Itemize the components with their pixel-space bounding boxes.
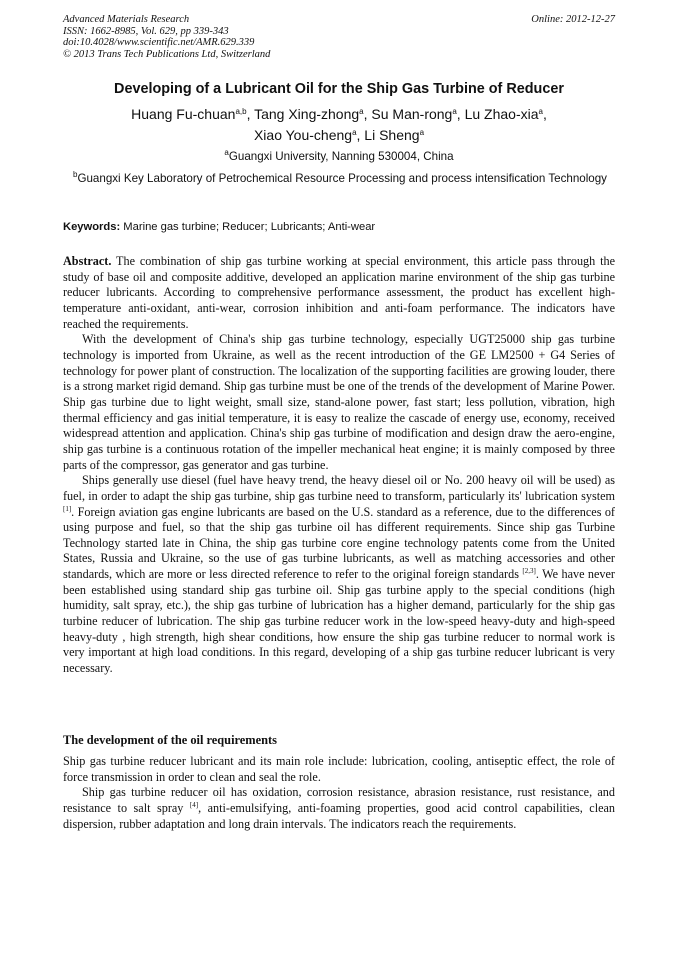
author-name: Huang Fu-chuan	[131, 106, 236, 122]
author-line-2	[40, 125, 638, 146]
citation[interactable]: [2,3]	[522, 567, 536, 576]
author-name: , Su Man-rong	[363, 106, 453, 122]
author-separator: ,	[542, 106, 547, 122]
paragraph-text: . We have never been established using standard ship gas turbine oil. Ship gas turbine apply to the special conditions (high humidity, salt spray, etc.), the ship gas turbine of lubrication has a higher demand, particularly for the ship gas turbine reducer of lubrication. The ship gas turbine reducer work in the low-speed heavy-duty and high-speed heavy-duty , high strength, high shear conditions, how ensure the ship gas turbine reducer to normal work is very important at high load conditions. In this regard, developing of a ship gas turbine reducer lubricant is very necessary.	[63, 567, 615, 676]
affiliation-text: Guangxi Key Laboratory of Petrochemical Resource Processing and process intensification Technology	[77, 172, 607, 185]
affiliation-marker: a	[538, 107, 543, 116]
citation[interactable]: [4]	[189, 800, 199, 809]
abstract-text: The combination of ship gas turbine working at special environment, this article pass through the study of base oil and composite additive, developed an application marine environment of the ship gas turbine reducer lubricants. According to comprehensive performance assessment, the product has excellent high-temperature anti-oxidant, anti-wear, corrosion inhibition and anti-foam performance. The indicators have reached the requirements.	[63, 254, 615, 331]
affiliation-b	[55, 171, 625, 186]
affiliation-marker: a	[452, 107, 457, 116]
affiliation-marker: a	[359, 107, 364, 116]
affiliation-marker: a,b	[235, 107, 247, 116]
affiliation-marker: a	[352, 128, 357, 137]
affiliation-marker: b	[73, 170, 78, 179]
paragraph-text: , anti-emulsifying, anti-foaming properties, good acid control capabilities, clean dispersion, rubber adaptation and long drain intervals. The indicators reach the requirements.	[63, 800, 615, 831]
journal-name: Advanced Materials Research	[63, 14, 190, 25]
copyright-line: © 2013 Trans Tech Publications Ltd, Switzerland	[63, 48, 271, 60]
section-paragraph-1: Ship gas turbine reducer lubricant and its main role include: lubrication, cooling, antiseptic effect, the role of force transmission in order to clean and seal the role.	[63, 754, 615, 784]
author-line-1	[40, 104, 638, 125]
author-name: , Lu Zhao-xia	[456, 106, 539, 122]
keywords	[63, 220, 615, 235]
paragraph-text: Ship gas turbine reducer oil has oxidation, corrosion resistance, abrasion resistance, rust resistance, and resistance to salt spray	[63, 785, 615, 815]
intro-paragraph-2	[63, 473, 615, 677]
issn-line: ISSN: 1662-8985, Vol. 629, pp 339-343	[63, 25, 229, 37]
section-body	[63, 754, 615, 832]
intro-paragraph-1: With the development of China's ship gas turbine technology, especially UGT25000 ship gas turbine technology is imported from Ukraine, as well as the recent introduction of the GE LM2500 + G4 Series of technology for power plant of construction. The localization of the supporting facilities are growing louder, there is a strong market rigid demand. Ship gas turbine must be one of the trends of the development of Marine Power. Ship gas turbine due to light weight, small size, stand-alone power, fast start; less pollution, vibration, high thermal efficiency and gas initial temperature, it is easy to realize the cascade of energy use, economy, received widespread attention and application. China's ship gas turbine of modification and design draw the aero-engine, ship gas turbine is a continuous rotation of the impeller mechanical heat engine; it is mainly composed by three parts of the compressor, gas generator and gas turbine.	[63, 332, 615, 472]
online-date: Online: 2012-12-27	[531, 14, 615, 25]
paper-title: Developing of a Lubricant Oil for the Ship Gas Turbine of Reducer	[114, 81, 564, 97]
keywords-label: Keywords:	[63, 221, 121, 233]
section-heading: The development of the oil requirements	[63, 733, 277, 747]
abstract-label: Abstract.	[63, 254, 112, 268]
section-paragraph-2	[63, 785, 615, 832]
citation[interactable]: [1]	[63, 504, 72, 513]
affiliation-marker: a	[419, 128, 425, 137]
affiliation-a	[40, 149, 638, 164]
paragraph-text: Ships generally use diesel (fuel have heavy trend, the heavy diesel oil or No. 200 heavy oil will be used) as fuel, in order to adapt the ship gas turbine, ship gas turbine need to transform, particularly its' lubrication system	[63, 473, 615, 503]
abstract-and-intro	[63, 254, 615, 677]
author-name: , Li Sheng	[356, 127, 420, 143]
paragraph-text: . Foreign aviation gas engine lubricants are based on the U.S. standard as a reference, due to the differences of using purpose and fuel, so that the ship gas turbine oil has different requirements. Since ship gas Turbine Technology started late in China, the ship gas turbine core engine technology patents come from the United States, Russia and Ukraine, so the use of gas turbine lubricants, as well as matching accessories and other standards, which are more or less directed reference to refer to the original foreign standards	[63, 504, 615, 582]
author-list	[40, 104, 638, 146]
author-name: Xiao You-cheng	[253, 127, 353, 143]
author-name: , Tang Xing-zhong	[246, 106, 360, 122]
affiliation-text: Guangxi University, Nanning 530004, China	[228, 150, 454, 163]
keywords-text: Marine gas turbine; Reducer; Lubricants; Anti-wear	[120, 221, 376, 233]
doi-line: doi:10.4028/www.scientific.net/AMR.629.339	[63, 37, 255, 49]
publication-info	[63, 14, 270, 60]
affiliation-marker: a	[224, 148, 229, 157]
abstract-paragraph	[63, 254, 615, 332]
